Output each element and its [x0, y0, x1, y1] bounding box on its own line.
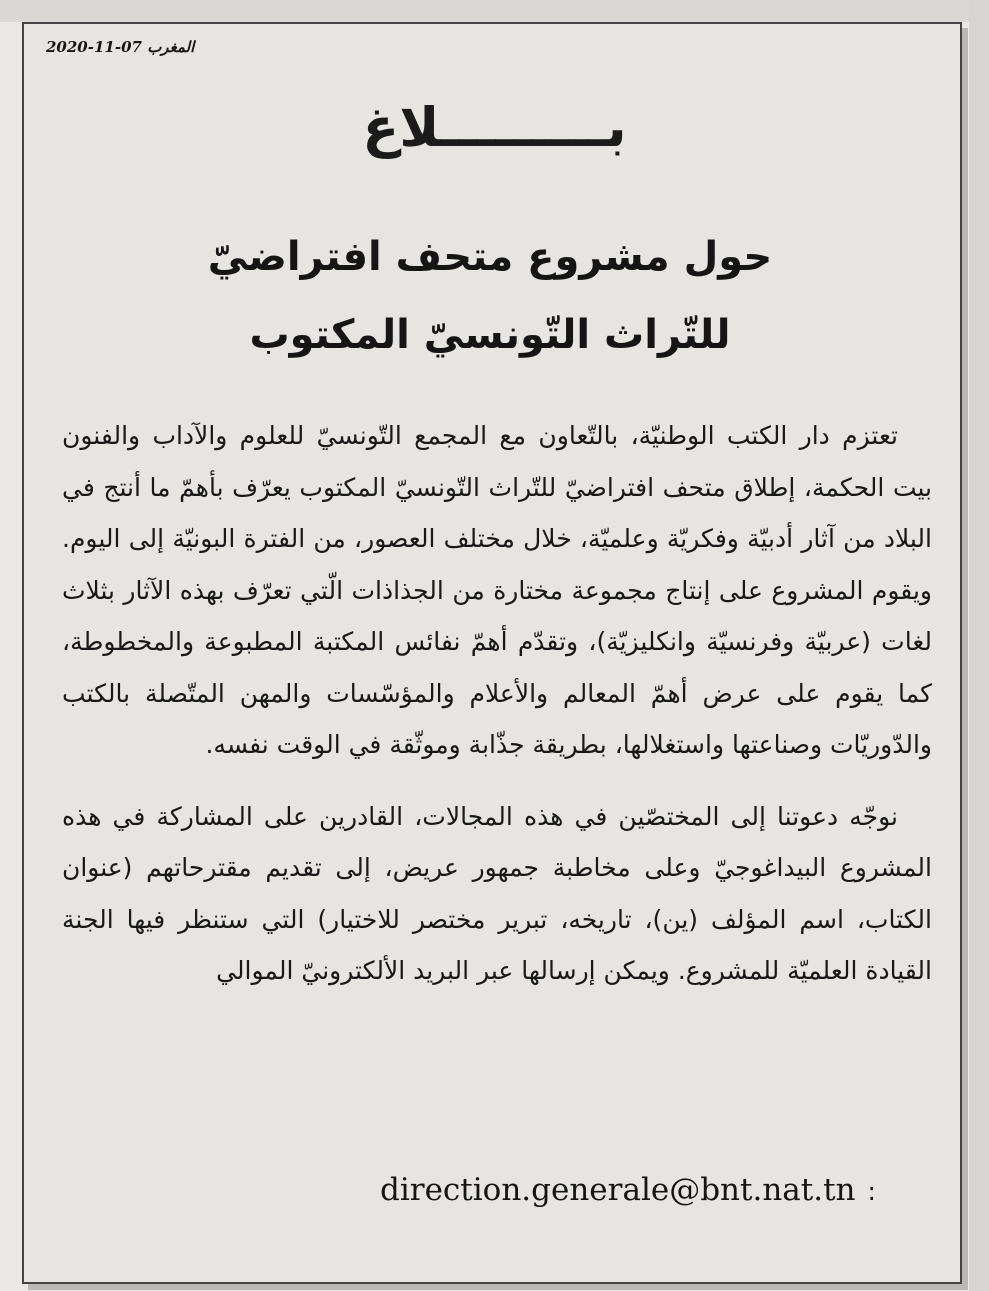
- page-top-bleed: [0, 0, 989, 22]
- page-right-bleed: [969, 0, 989, 1291]
- email-line: [380, 1172, 876, 1208]
- title-line-2: للتّراث التّونسيّ المكتوب: [249, 312, 731, 358]
- notice-header: بـــــــــلاغ: [362, 96, 627, 159]
- email-colon: :: [867, 1177, 876, 1206]
- dateline: المغرب 07-11-2020: [46, 38, 195, 56]
- body-paragraph-1: تعتزم دار الكتب الوطنيّة، بالتّعاون مع المجمع التّونسيّ للعلوم والآداب والفنون بيت الحكمة، إطلاق متحف افتراضيّ للتّراث التّونسيّ المكتوب يعرّف بأهمّ ما أنتج في البلاد من آثار أدبيّة وفكريّة وعلميّة، خلال مختلف العصور، من الفترة البونيّة إلى اليوم. ويقوم المشروع على إنتاج مجموعة مختارة من الجذاذات الّتي تعرّف بهذه الآثار بثلاث لغات (عربيّة وفرنسيّة وانكليزيّة)، وتقدّم أهمّ نفائس المكتبة المطبوعة والمخطوطة، كما يقوم على عرض أهمّ المعالم والأعلام والمؤسّسات والمهن المتّصلة بالكتب والدّوريّات وصناعتها واستغلالها، بطريقة جذّابة وموثّقة في الوقت نفسه.: [62, 421, 932, 759]
- body-paragraph-2: نوجّه دعوتنا إلى المختصّين في هذه المجالات، القادرين على المشاركة في هذه المشروع البيداغوجيّ وعلى مخاطبة جمهور عريض، إلى تقديم مقترحاتهم (عنوان الكتاب، اسم المؤلف (ين)، تاريخه، تبرير مختصر للاختيار) التي ستنظر فيها الجنة القيادة العلميّة للمشروع. ويمكن إرسالها عبر البريد الألكترونيّ الموالي: [62, 801, 932, 985]
- title-line-1: حول مشروع متحف افتراضيّ: [207, 234, 773, 280]
- notice-body: [62, 410, 932, 997]
- email-address[interactable]: direction.generale@bnt.nat.tn: [380, 1172, 856, 1208]
